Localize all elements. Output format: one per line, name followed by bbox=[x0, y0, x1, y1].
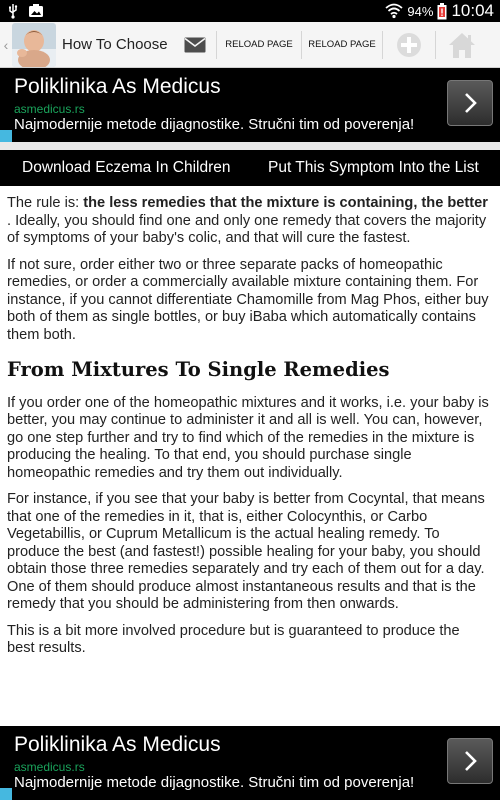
put-symptom-link[interactable]: Put This Symptom Into the List bbox=[268, 159, 479, 176]
back-chevron-icon[interactable]: ‹ bbox=[3, 36, 9, 53]
section-heading: From Mixtures To Single Remedies bbox=[7, 358, 390, 381]
chevron-right-icon[interactable] bbox=[447, 738, 493, 784]
page-title: How To Choose bbox=[62, 36, 168, 53]
ad-choices-icon[interactable] bbox=[0, 130, 12, 142]
paragraph-text: . Ideally, you should find one and only one remedy that covers the majority of symptoms of your baby's colic, and that will cure the fastest. bbox=[7, 212, 487, 246]
photo-notification-icon bbox=[28, 3, 44, 19]
reload-page-button[interactable]: RELOAD PAGE bbox=[225, 39, 293, 50]
bold-text: the less remedies that the mixture is containing, the better bbox=[83, 195, 488, 211]
link-bar bbox=[0, 150, 500, 186]
ad-banner-top[interactable] bbox=[0, 68, 500, 142]
divider-strip bbox=[0, 142, 500, 150]
chevron-right-icon[interactable] bbox=[447, 80, 493, 126]
paragraph-text: The rule is: bbox=[7, 195, 84, 211]
mail-icon[interactable] bbox=[174, 22, 216, 68]
paragraph: This is a bit more involved procedure but is guaranteed to produce the best results. bbox=[7, 622, 460, 656]
baby-app-icon[interactable] bbox=[12, 23, 56, 67]
ad-banner-bottom[interactable] bbox=[0, 726, 500, 800]
ad-title[interactable]: Poliklinika As Medicus bbox=[14, 733, 221, 756]
ad-title[interactable]: Poliklinika As Medicus bbox=[14, 75, 221, 98]
download-eczema-link[interactable]: Download Eczema In Children bbox=[22, 159, 231, 176]
ad-text[interactable]: Najmodernije metode dijagnostike. Stručni tim od poverenja! bbox=[14, 774, 415, 791]
paragraph: If not sure, order either two or three separate packs of homeopathic remedies, or order a commercially available mixture containing them. For instance, if you cannot differentiate Chamomille from Mag Phos, either buy both of them as single bottles, or buy iBaba which automatically contains them both. bbox=[7, 256, 489, 343]
article-body bbox=[7, 195, 491, 667]
home-icon[interactable] bbox=[436, 22, 488, 68]
ad-url[interactable]: asmedicus.rs bbox=[14, 760, 85, 774]
wifi-icon bbox=[385, 3, 403, 19]
paragraph: If you order one of the homeopathic mixtures and it works, i.e. your baby is better, you may continue to administer it and all is well. You can, however, go one step further and try to find which of the remedies in the mixture is producing the healing. To that end, you should purchase single homeopathic remedies and try them out individually. bbox=[7, 394, 489, 481]
status-bar bbox=[0, 0, 500, 22]
battery-percent: 94% bbox=[407, 3, 434, 19]
paragraph: For instance, if you see that your baby is better from Cocyntal, that means that one of the remedies in it, that is, either Colocynthis, or Carbo Vegetabillis, or Cuprum Metallicum is the actual healing remedy. To produce the best (and fastest!) possible healing for your baby, you should obtain those three remedies separately and try each of them out for a day. One of them should produce almost instantaneous results and that is the remedy that you should be administering from then onwards. bbox=[7, 491, 485, 612]
ad-text[interactable]: Najmodernije metode dijagnostike. Stručni tim od poverenja! bbox=[14, 116, 415, 133]
clock: 10:04 bbox=[451, 1, 494, 20]
reload-page-button-2[interactable]: RELOAD PAGE bbox=[308, 39, 376, 50]
usb-icon bbox=[6, 3, 20, 19]
ad-choices-icon[interactable] bbox=[0, 788, 12, 800]
battery-icon bbox=[437, 3, 447, 20]
plus-icon[interactable] bbox=[383, 22, 435, 68]
paragraph bbox=[7, 195, 491, 248]
app-toolbar bbox=[0, 22, 500, 68]
ad-url[interactable]: asmedicus.rs bbox=[14, 102, 85, 116]
